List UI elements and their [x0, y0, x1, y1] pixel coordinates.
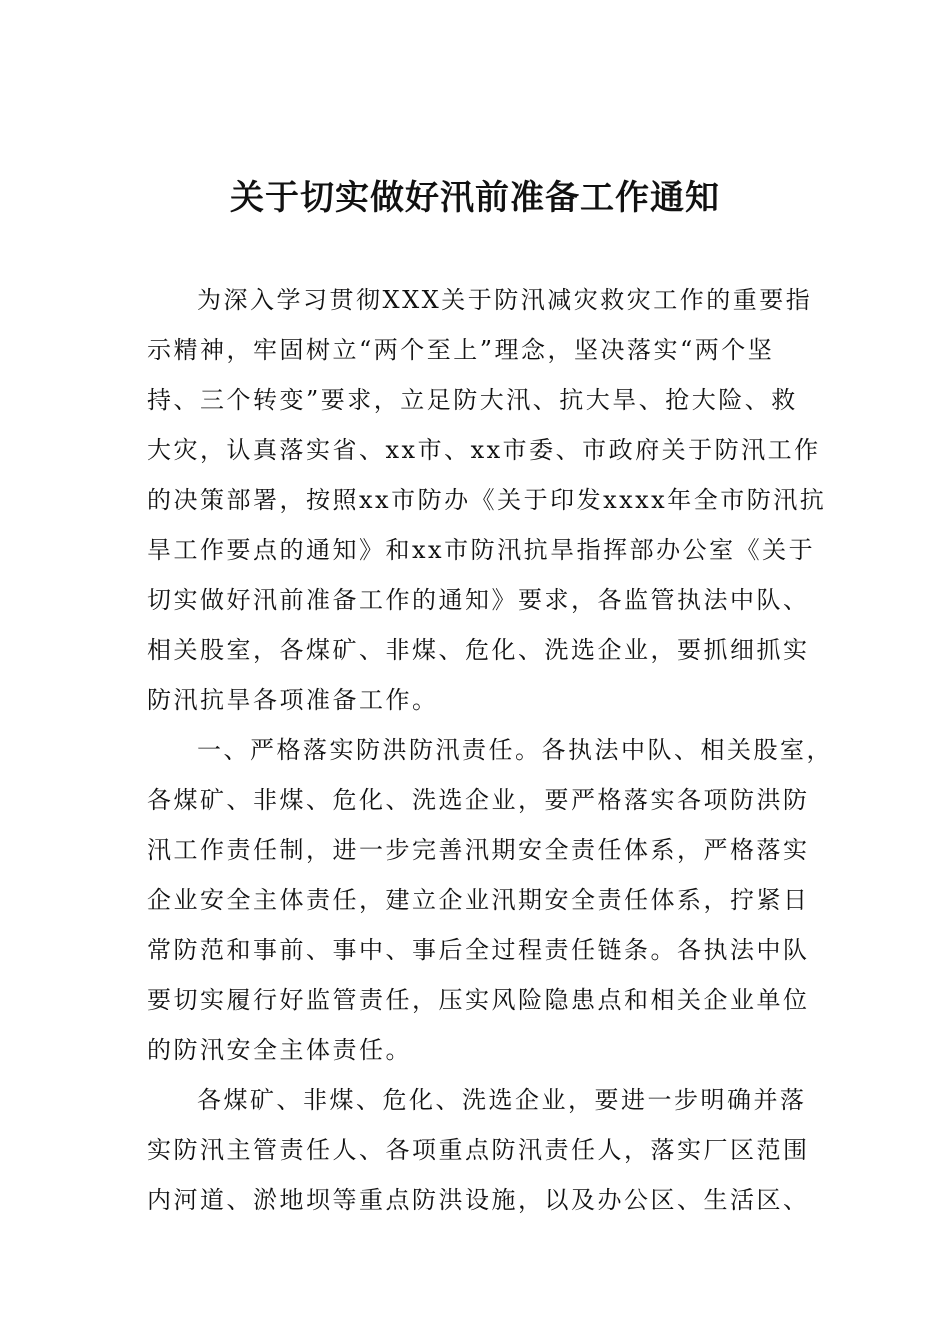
paragraph-1-line-1: 为深入学习贯彻XXX关于防汛减灾救灾工作的重要指: [197, 286, 813, 314]
paragraph-2-line-5: 常防范和事前、事中、事后全过程责任链条。各执法中队: [147, 936, 810, 964]
paragraph-1-line-9: 防汛抗旱各项准备工作。: [147, 686, 439, 714]
paragraph-2-line-1: 一、严格落实防洪防汛责任。各执法中队、相关股室，: [197, 736, 833, 764]
paragraph-1-line-8: 相关股室，各煤矿、非煤、危化、洗选企业，要抓细抓实: [147, 636, 810, 664]
paragraph-3-line-2: 实防汛主管责任人、各项重点防汛责任人，落实厂区范围: [147, 1136, 810, 1164]
document-title: 关于切实做好汛前准备工作通知: [230, 178, 720, 218]
paragraph-3-line-1: 各煤矿、非煤、危化、洗选企业，要进一步明确并落: [197, 1086, 807, 1114]
paragraph-1-line-2: 示精神，牢固树立“两个至上”理念，坚决落实“两个坚: [147, 336, 775, 364]
paragraph-3-line-3: 内河道、淤地坝等重点防洪设施，以及办公区、生活区、: [147, 1186, 810, 1214]
paragraph-1-line-4: 大灾，认真落实省、xx市、xx市委、市政府关于防汛工作: [147, 436, 821, 464]
paragraph-1-line-5: 的决策部署，按照xx市防办《关于印发xxxx年全市防汛抗: [147, 486, 827, 514]
paragraph-2-line-4: 企业安全主体责任，建立企业汛期安全责任体系，拧紧日: [147, 886, 810, 914]
paragraph-2-line-7: 的防汛安全主体责任。: [147, 1036, 412, 1064]
paragraph-1-line-7: 切实做好汛前准备工作的通知》要求，各监管执法中队、: [147, 586, 810, 614]
paragraph-2-line-2: 各煤矿、非煤、危化、洗选企业，要严格落实各项防洪防: [147, 786, 810, 814]
paragraph-2-line-6: 要切实履行好监管责任，压实风险隐患点和相关企业单位: [147, 986, 810, 1014]
paragraph-2-line-3: 汛工作责任制，进一步完善汛期安全责任体系，严格落实: [147, 836, 810, 864]
paragraph-1-line-3: 持、三个转变”要求，立足防大汛、抗大旱、抢大险、救: [147, 386, 798, 414]
paragraph-1-line-6: 旱工作要点的通知》和xx市防汛抗旱指挥部办公室《关于: [147, 536, 816, 564]
